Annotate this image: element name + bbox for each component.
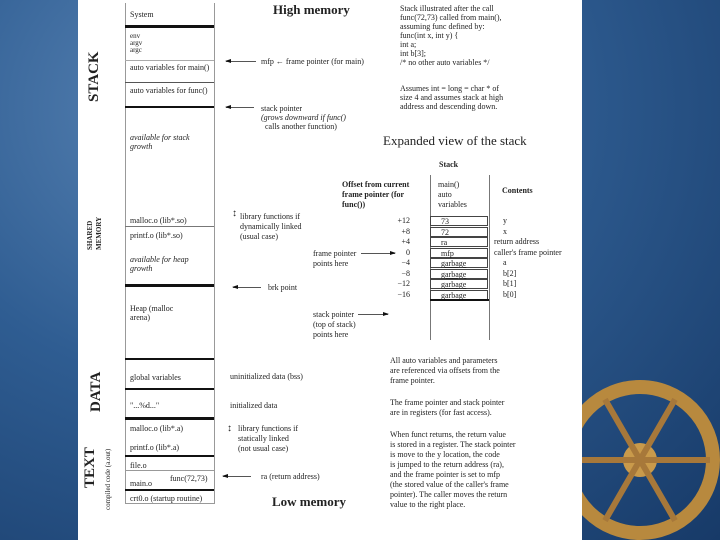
- segment-compiled: compiled code (a.out): [104, 448, 112, 510]
- stack-cell: ra: [430, 237, 488, 247]
- text-line: int a;: [400, 40, 417, 49]
- high-memory-title: High memory: [273, 2, 350, 17]
- note-line: are in registers (for fast access).: [390, 408, 492, 417]
- note-line: is move to the y location, the code: [390, 450, 500, 459]
- arrow-left-icon: [233, 287, 261, 288]
- text-line: Offset from current: [342, 180, 410, 189]
- text-line: stack pointer: [313, 310, 355, 319]
- stack-cell: garbage: [430, 290, 488, 300]
- note-line: The frame pointer and stack pointer: [390, 398, 505, 407]
- stack-cell: mfp: [430, 248, 488, 258]
- text-line: address and descending down.: [400, 102, 498, 111]
- ann-dyn3: (usual case): [240, 232, 278, 241]
- contents-header: Contents: [502, 186, 533, 195]
- mem-crt0: crt0.o (startup routine): [130, 494, 203, 503]
- stack-contents: x: [503, 226, 507, 236]
- text-line: frame pointer: [313, 249, 357, 258]
- note-line: and the frame pointer is set to mfp: [390, 470, 500, 479]
- offset-label: +8: [401, 226, 410, 236]
- mem-func-call: func(72,73): [170, 474, 208, 483]
- ann-sp1: stack pointer: [261, 104, 303, 113]
- note-line: is jumped to the return address (ra),: [390, 460, 504, 469]
- segment-shared: SHARED MEMORY: [86, 216, 103, 250]
- arrow-left-icon: [226, 107, 254, 108]
- text-line: main(): [438, 180, 460, 189]
- offset-label: +4: [401, 237, 410, 246]
- text-line: func(72,73) called from main(),: [400, 13, 502, 22]
- mem-avail-heap: available for heap growth: [130, 255, 189, 273]
- text-line: points here: [313, 259, 349, 268]
- stack-cell: 72: [430, 227, 488, 237]
- text-line: func()): [342, 200, 366, 209]
- mem-main: main.o: [130, 479, 152, 488]
- double-arrow-icon: ↕: [227, 423, 232, 434]
- offset-label: +12: [397, 216, 410, 225]
- mem-heap: Heap (malloc arena): [130, 304, 174, 322]
- ann-stat1: library functions if: [238, 424, 298, 433]
- mem-globals: global variables: [130, 373, 181, 382]
- note-line: is stored in a register. The stack pointer: [390, 440, 516, 449]
- arrow-right-icon: [361, 253, 395, 254]
- segment-text: TEXT: [82, 447, 98, 488]
- stack-contents: b[2]: [503, 268, 517, 278]
- stack-cell: 73: [430, 216, 488, 226]
- stack-contents: b[1]: [503, 279, 517, 288]
- expanded-title: Expanded view of the stack: [383, 133, 527, 148]
- stack-pointer-label: [313, 310, 356, 340]
- text-line: auto: [438, 190, 452, 199]
- mem-malloc-so: malloc.o (lib*.so): [130, 216, 187, 225]
- offset-label: 0: [406, 247, 410, 257]
- note-line: are referenced via offsets from the: [390, 366, 500, 375]
- text-line: /* no other auto variables */: [400, 58, 490, 67]
- mem-argc: argc: [130, 46, 142, 54]
- segment-stack: STACK: [86, 51, 102, 102]
- offset-label: −12: [397, 279, 410, 288]
- ann-mfp: mfp ← frame pointer (for main): [261, 57, 364, 66]
- note-line: value to the right place.: [390, 500, 466, 509]
- stack-label: Stack: [439, 160, 459, 169]
- stack-contents: caller's frame pointer: [494, 247, 562, 257]
- arrow-left-icon: [226, 61, 256, 62]
- mem-malloc-a: malloc.o (lib*.a): [130, 424, 184, 433]
- text-line: points here: [313, 330, 349, 339]
- ann-stat2: statically linked: [238, 434, 289, 443]
- ann-sp3: calls another function): [265, 122, 337, 131]
- mem-auto-main: auto variables for main(): [130, 63, 210, 72]
- offset-header: [342, 180, 409, 210]
- text-line: Assumes int = long = char * of: [400, 84, 500, 93]
- mem-avail-stack: available for stack growth: [130, 133, 190, 151]
- arrow-left-icon: [223, 476, 251, 477]
- text-line: frame pointer (for: [342, 190, 405, 199]
- frame-pointer-label: [313, 249, 356, 269]
- assumption-text: [400, 84, 503, 111]
- intro-text: [400, 4, 502, 67]
- note-line: (the stored value of the caller's frame: [390, 480, 509, 489]
- ann-initdata: initialized data: [230, 401, 278, 410]
- double-arrow-icon: ↕: [232, 208, 237, 219]
- mem-argv: argv: [130, 39, 143, 47]
- ann-dyn1: library functions if: [240, 212, 300, 221]
- note-line: When funct returns, the return value: [390, 430, 506, 439]
- note-line: pointer). The caller moves the return: [390, 490, 508, 499]
- mem-printf-so: printf.o (lib*.so): [130, 231, 183, 240]
- mem-printf-a: printf.o (lib*.a): [130, 443, 180, 452]
- offset-label: −8: [401, 268, 410, 278]
- offset-label: −16: [397, 289, 410, 299]
- mem-init: "...%d...": [130, 401, 160, 410]
- text-line: Stack illustrated after the call: [400, 4, 494, 13]
- note-line: frame pointer.: [390, 376, 435, 385]
- ann-dyn2: dynamically linked: [240, 222, 302, 231]
- arrow-right-icon: [358, 314, 388, 315]
- text-line: size 4 and assumes stack at high: [400, 93, 504, 102]
- note-line: All auto variables and parameters: [390, 356, 498, 365]
- text-line: variables: [438, 200, 467, 209]
- low-memory-title: Low memory: [272, 494, 347, 509]
- stack-cell: garbage: [430, 269, 488, 279]
- mem-file: file.o: [130, 461, 147, 470]
- mem-system: System: [130, 10, 154, 19]
- text-line: assuming func defined by:: [400, 22, 485, 31]
- stack-cell: garbage: [430, 279, 488, 289]
- ann-bss: uninitialized data (bss): [230, 372, 303, 381]
- stack-contents: y: [503, 216, 507, 225]
- ann-sp2: (grows downward if func(): [261, 113, 346, 122]
- segment-data: DATA: [88, 371, 104, 412]
- ann-ra: ra (return address): [261, 472, 320, 481]
- stack-cell: garbage: [430, 258, 488, 268]
- stack-contents: return address: [494, 237, 540, 246]
- text-line: func(int x, int y) {: [400, 31, 459, 40]
- mem-env: env: [130, 32, 141, 40]
- ann-stat3: (not usual case): [238, 444, 289, 453]
- offset-label: −4: [401, 258, 410, 267]
- memory-layout-diagram: [78, 0, 582, 540]
- mem-auto-func: auto variables for func(): [130, 86, 208, 95]
- text-line: (top of stack): [313, 320, 356, 329]
- ann-brk: brk point: [268, 283, 298, 292]
- stack-contents: b[0]: [503, 289, 517, 299]
- text-line: int b[3];: [400, 49, 426, 58]
- stack-contents: a: [503, 258, 507, 267]
